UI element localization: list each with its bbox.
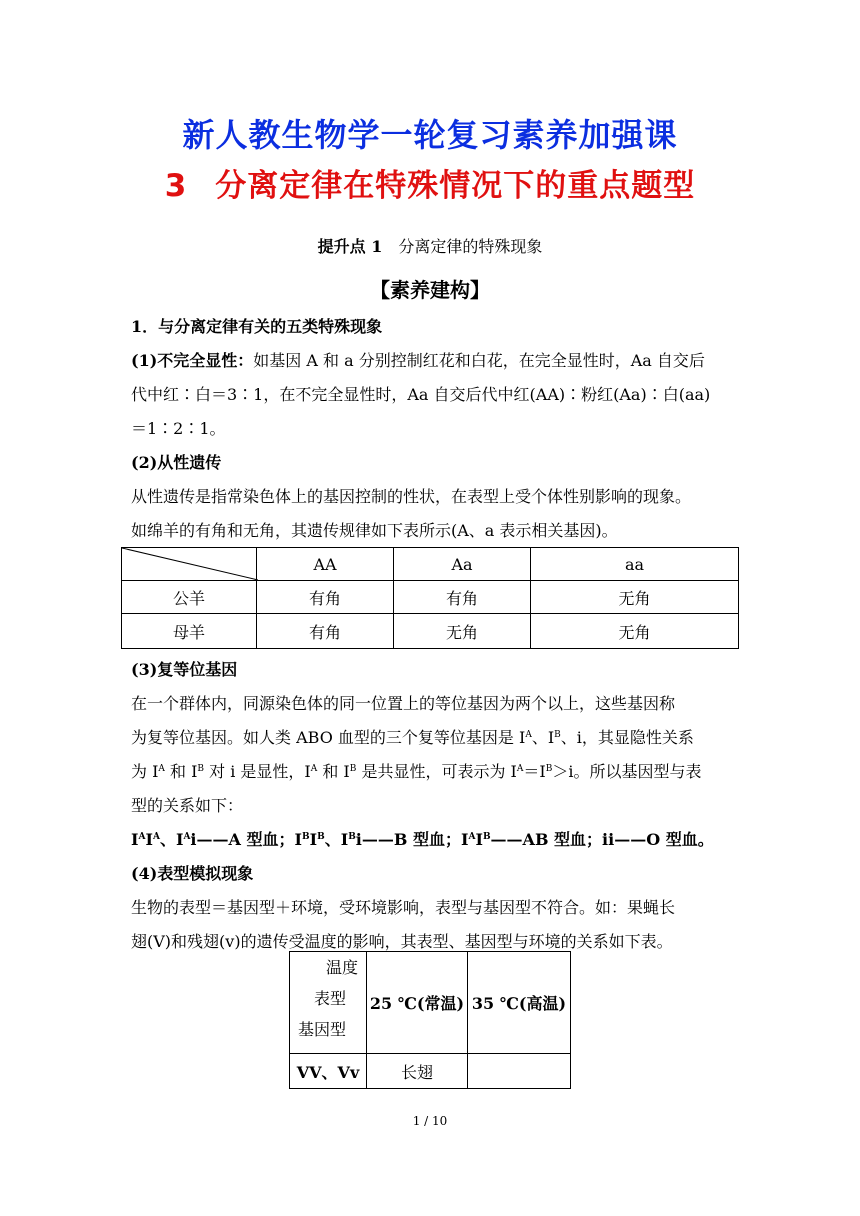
table-cell: 长翅 — [367, 1054, 468, 1089]
sheep-horn-table — [121, 547, 739, 649]
document-title: 新人教生物学一轮复习素养加强课 — [182, 116, 678, 154]
paragraph-heading: 1．与分离定律有关的五类特殊现象 — [131, 317, 383, 336]
text-line: 代中红∶白＝3∶1，在不完全显性时，Aa 自交后代中红(AA)∶粉红(Aa)∶白(aa) — [131, 385, 711, 404]
table-cell: 有角 — [257, 581, 394, 614]
table-corner-cell: 温度 表型 基因型 — [290, 952, 367, 1054]
subsection-heading: (1)不完全显性： — [131, 351, 254, 370]
table-row — [290, 1054, 571, 1089]
text-line: 在一个群体内，同源染色体的同一位置上的等位基因为两个以上，这些基因称 — [131, 694, 676, 713]
column-header: 25 ℃(常温) — [367, 952, 468, 1054]
blood-type-line: $I^AI^A$、$I^Ai——A$ 型血；$I^BI^B$、$I^Bi——B$ 型血；$I^AI^B——AB$ 型血；ii——O 型血。 — [131, 830, 714, 849]
table-cell: 有角 — [394, 581, 531, 614]
table-cell: 有角 — [257, 614, 394, 649]
subsection-heading: (4)表型模拟现象 — [131, 864, 254, 883]
document-subtitle — [0, 160, 860, 205]
column-header: 35 ℃(高温) — [468, 952, 571, 1054]
table-row — [122, 581, 739, 614]
text-line: 如绵羊的有角和无角，其遗传规律如下表所示(A、a 表示相关基因)。 — [131, 521, 618, 540]
row-label: VV、Vv — [290, 1054, 367, 1089]
column-header: AA — [257, 548, 394, 581]
section-heading — [0, 234, 860, 257]
section-bracket-heading: 【素养建构】 — [370, 278, 490, 302]
page-number: 1 / 10 — [412, 1114, 448, 1128]
text-line: 为 $I^A$ 和 $I^B$ 对 i 是显性，$I^A$ 和 $I^B$ 是共显性，可表示为 $I^A=I^B>i$。所以基因型与表 — [131, 762, 702, 781]
table-cell: 无角 — [394, 614, 531, 649]
text-line: 为复等位基因。如人类 ABO 血型的三个复等位基因是 $I^A$、$I^B$、i，其显隐性关系 — [131, 728, 694, 747]
column-header: Aa — [394, 548, 531, 581]
table-row — [122, 614, 739, 649]
table-cell — [468, 1054, 571, 1089]
text-line: 从性遗传是指常染色体上的基因控制的性状，在表型上受个体性别影响的现象。 — [131, 487, 692, 506]
text-line: 翅(V)和残翅(v)的遗传受温度的影响，其表型、基因型与环境的关系如下表。 — [131, 932, 673, 951]
diagonal-line — [122, 548, 258, 580]
subtitle-text: 分离定律在特殊情况下的重点题型 — [215, 168, 696, 204]
subtitle-number: 3 — [164, 168, 188, 204]
table-corner-cell — [122, 548, 257, 581]
section-label: 提升点 1 — [317, 237, 383, 256]
fruitfly-wing-table — [289, 951, 571, 1089]
row-label: 公羊 — [122, 581, 257, 614]
table-cell: 无角 — [531, 581, 739, 614]
text-line: (1)不完全显性：如基因 A 和 a 分别控制红花和白花，在完全显性时，Aa 自交后 — [131, 351, 705, 370]
text-line: ＝1∶2∶1。 — [131, 419, 226, 438]
text-line: 生物的表型＝基因型＋环境，受环境影响，表型与基因型不符合。如：果蝇长 — [131, 898, 676, 917]
column-header: aa — [531, 548, 739, 581]
section-title: 分离定律的特殊现象 — [398, 237, 543, 256]
table-cell: 无角 — [531, 614, 739, 649]
subsection-heading: (2)从性遗传 — [131, 453, 222, 472]
text-line: 型的关系如下： — [131, 796, 244, 815]
row-label: 母羊 — [122, 614, 257, 649]
subsection-heading: (3)复等位基因 — [131, 660, 238, 679]
